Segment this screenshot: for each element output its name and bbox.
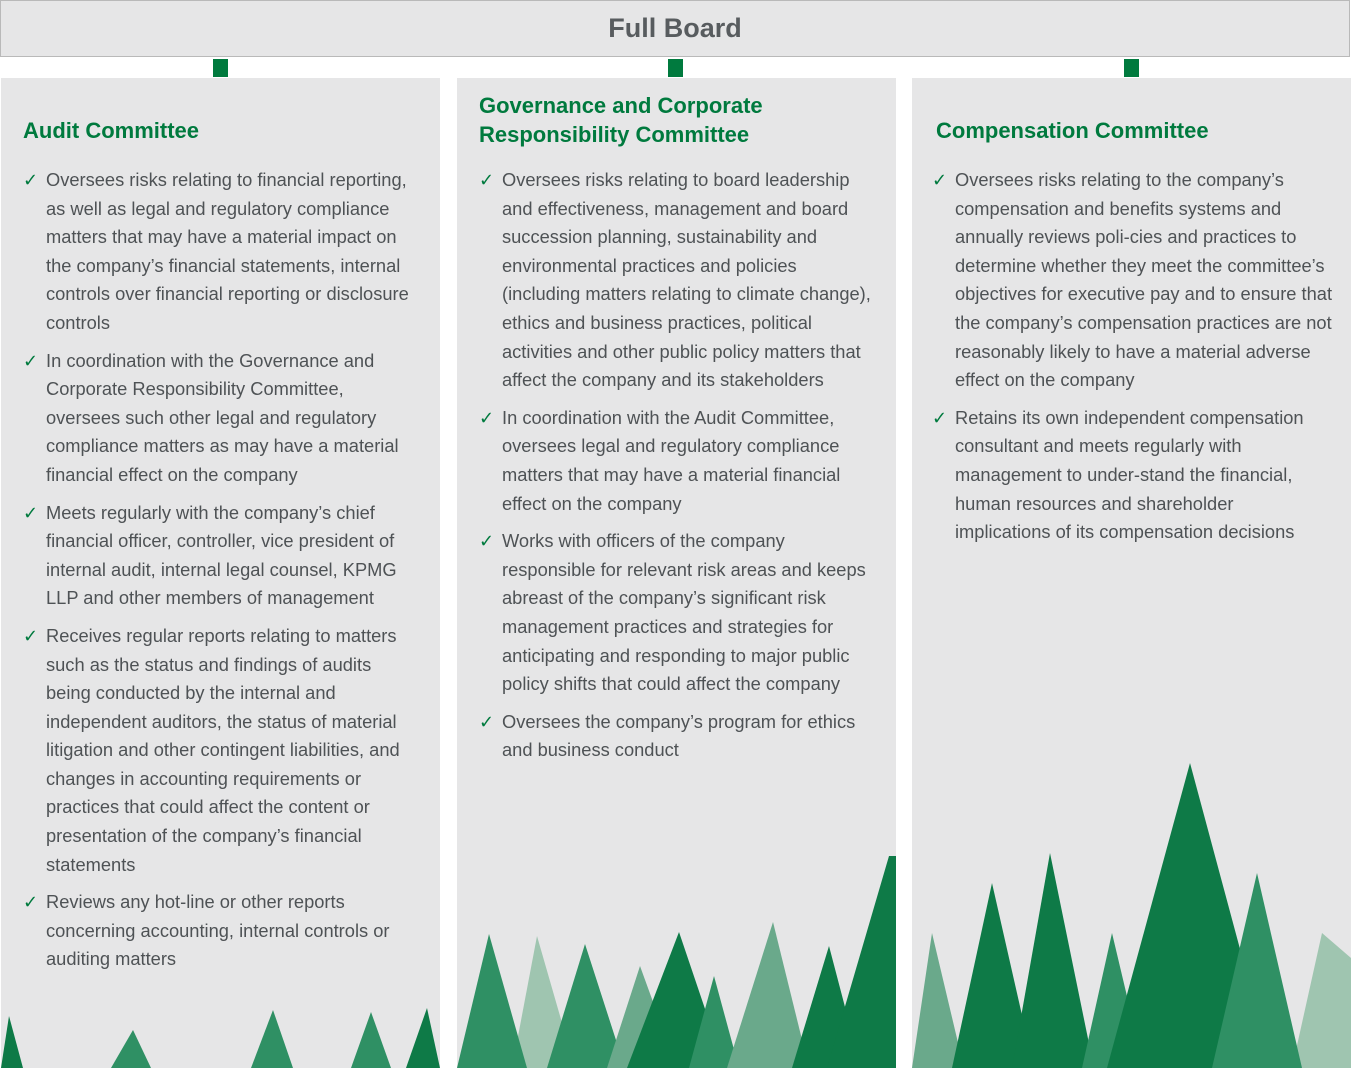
governance-connector [668, 59, 683, 77]
check-icon: ✓ [479, 531, 495, 552]
compensation-connector [1124, 59, 1139, 77]
check-icon: ✓ [23, 170, 39, 190]
check-icon: ✓ [932, 170, 948, 190]
list-item: ✓ In coordination with the Audit Committee, oversees legal and regulatory compliance matters that may have a material financial effect on the company [479, 404, 876, 518]
list-item: ✓ Receives regular reports relating to matters such as the status and findings of audits being conducted by the internal and independent auditors, the status of material litigation and other contingent liabilities, and changes in accounting requirements or practices that could affect the content or presentation of the company’s financial statements [23, 622, 414, 879]
governance-committee-list [479, 166, 876, 774]
list-item: ✓ Oversees the company’s program for ethics and business conduct [479, 708, 876, 765]
audit-committee-panel [1, 78, 440, 1068]
check-icon: ✓ [479, 711, 495, 732]
list-item: ✓ Reviews any hot-line or other reports concerning accounting, internal controls or auditing matters [23, 888, 414, 974]
list-item: ✓ Works with officers of the company responsible for relevant risk areas and keeps abreast of the company’s significant risk management practices and strategies for anticipating and responding to major public policy shifts that could affect the company [479, 527, 876, 699]
check-icon: ✓ [479, 170, 495, 190]
forest-illustration [457, 856, 896, 1068]
check-icon: ✓ [23, 350, 39, 371]
audit-connector [213, 59, 228, 77]
list-item: ✓ Oversees risks relating to board leadership and effectiveness, management and board succession planning, sustainability and environmental practices and policies (including matters relating to climate change), ethics and business practices, political activities and other public policy matters that affect the company and its stakeholders [479, 166, 876, 395]
list-item: ✓ In coordination with the Governance and Corporate Responsibility Committee, oversees such other legal and regulatory compliance matters as may have a material financial effect on the company [23, 347, 414, 490]
list-item: ✓ Retains its own independent compensation consultant and meets regularly with management to under-stand the financial, human resources and shareholder implications of its compensation decisions [932, 404, 1333, 547]
list-item: ✓ Oversees risks relating to the company’s compensation and benefits systems and annually reviews poli-cies and practices to determine whether they meet the committee’s objectives for executive pay and to ensure that the company’s compensation practices are not reasonably likely to have a material adverse effect on the company [932, 166, 1333, 395]
forest-illustration [1, 1008, 440, 1068]
forest-illustration [912, 763, 1351, 1068]
governance-committee-panel [457, 78, 896, 1068]
check-icon: ✓ [23, 502, 39, 523]
full-board-title: Full Board [608, 13, 742, 43]
governance-committee-title: Governance and Corporate Responsibility Committee [479, 93, 763, 147]
compensation-committee-list [932, 166, 1333, 556]
audit-committee-list [23, 166, 414, 983]
list-item: ✓ Oversees risks relating to financial reporting, as well as legal and regulatory compliance matters that may have a material impact on the company’s financial statements, internal controls over financial reporting or disclosure controls [23, 166, 414, 338]
check-icon: ✓ [932, 407, 948, 428]
check-icon: ✓ [23, 625, 39, 646]
check-icon: ✓ [23, 892, 39, 913]
compensation-committee-title: Compensation Committee [936, 118, 1209, 143]
full-board-header [0, 0, 1350, 57]
compensation-committee-panel [912, 78, 1351, 1068]
list-item: ✓ Meets regularly with the company’s chief financial officer, controller, vice president of internal audit, internal legal counsel, KPMG LLP and other members of management [23, 499, 414, 613]
audit-committee-title: Audit Committee [23, 118, 199, 143]
check-icon: ✓ [479, 407, 495, 428]
